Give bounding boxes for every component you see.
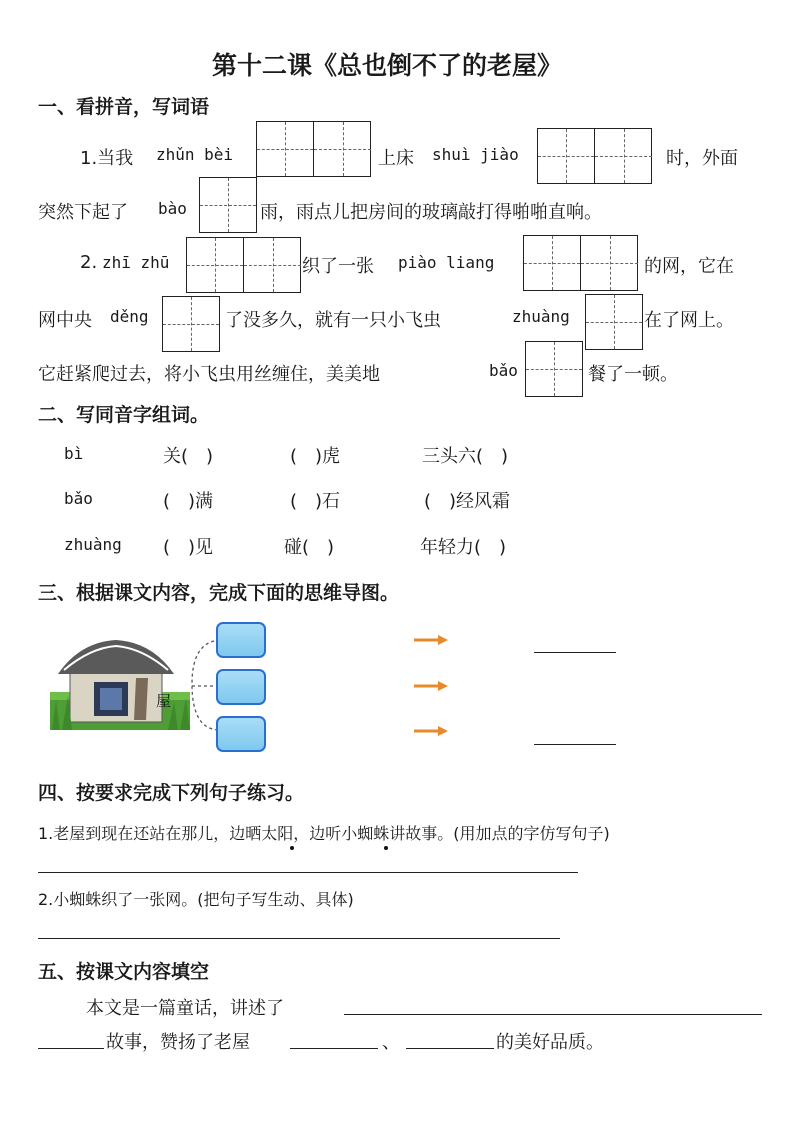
s4-answer-line-1[interactable]	[38, 872, 578, 873]
s2-row1-word2[interactable]: ( )虎	[290, 446, 341, 467]
s1-l1-text-b: 上床	[378, 148, 414, 169]
s1-pinyin-bao3: bǎo	[489, 361, 518, 380]
s1-l3-text-a: 2.	[80, 252, 98, 273]
s4-answer-line-2[interactable]	[38, 938, 560, 939]
s1-pinyin-bao: bào	[158, 199, 187, 218]
mindmap-answer-line-1[interactable]	[534, 652, 616, 653]
mindmap-answer-line-3[interactable]	[534, 744, 616, 745]
s2-row1-pinyin: bì	[64, 444, 84, 463]
s4-question-2: 2.小蜘蛛织了一张网。(把句子写生动、具体)	[38, 890, 354, 909]
s1-pinyin-zhunbei: zhǔn bèi	[156, 145, 234, 164]
s1-pinyin-shuijiao: shuì jiào	[432, 145, 519, 164]
s2-row2-word1[interactable]: ( )满	[163, 491, 214, 512]
arrow-right-icon	[414, 681, 448, 691]
tianzige-bao3[interactable]	[525, 341, 583, 397]
s1-pinyin-piaoliang: piào liang	[398, 253, 495, 272]
tianzige-shuijiao[interactable]	[537, 128, 652, 184]
s2-row3-word1[interactable]: ( )见	[163, 537, 214, 558]
s1-l5-text-b: 餐了一顿。	[588, 364, 678, 385]
s2-row2-word3[interactable]: ( )经风霜	[424, 491, 511, 512]
tianzige-deng[interactable]	[162, 296, 220, 352]
s1-l1-text-c: 时，外面	[666, 148, 738, 169]
s1-pinyin-deng: děng	[110, 307, 149, 326]
s4-question-1: 1.老屋到现在还站在那儿，边晒太阳，边听小蜘蛛讲故事。(用加点的字仿写句子)	[38, 824, 610, 843]
s5-line2-text-b: 、	[382, 1032, 400, 1053]
house-label: 屋	[156, 693, 172, 710]
s1-l3-text-b: 织了一张	[302, 256, 374, 277]
s1-l1-text-a: 1.当我	[80, 148, 134, 169]
s5-blank-story[interactable]	[344, 1014, 762, 1015]
s5-blank-quality-1[interactable]	[290, 1048, 378, 1049]
s1-l4-text-a: 网中央	[38, 310, 92, 331]
tianzige-zhunbei[interactable]	[256, 121, 371, 177]
tianzige-zhuang[interactable]	[585, 294, 643, 350]
s5-blank-quality-2[interactable]	[406, 1048, 494, 1049]
mindmap-box-2[interactable]	[216, 669, 266, 705]
mindmap-box-1[interactable]	[216, 622, 266, 658]
s2-row3-word2[interactable]: 碰( )	[284, 537, 335, 558]
s2-row2-pinyin: bǎo	[64, 489, 93, 508]
section-2-heading: 二、写同音字组词。	[38, 404, 210, 426]
arrow-right-icon	[414, 635, 448, 645]
emphasis-dot	[290, 846, 294, 850]
s2-row1-word1[interactable]: 关( )	[163, 446, 214, 467]
old-house-illustration	[50, 630, 190, 730]
s1-l5-text-a: 它赶紧爬过去，将小飞虫用丝缠住，美美地	[38, 364, 380, 385]
s2-row1-word3[interactable]: 三头六( )	[422, 446, 509, 467]
section-5-heading: 五、按课文内容填空	[38, 961, 210, 983]
mindmap-box-3[interactable]	[216, 716, 266, 752]
s2-row2-word2[interactable]: ( )石	[290, 491, 341, 512]
s5-line2-text-a: 故事，赞扬了老屋	[106, 1032, 250, 1053]
tianzige-zhizhu[interactable]	[186, 237, 301, 293]
s1-pinyin-zhizhu: zhī zhū	[102, 253, 170, 272]
tianzige-bao[interactable]	[199, 177, 257, 233]
s1-l4-text-c: 在了网上。	[644, 310, 734, 331]
arrow-right-icon	[414, 726, 448, 736]
section-4-heading: 四、按要求完成下列句子练习。	[38, 782, 305, 804]
s2-row3-word3[interactable]: 年轻力( )	[420, 537, 507, 558]
emphasis-dot	[384, 846, 388, 850]
s5-line1-text: 本文是一篇童话，讲述了	[86, 998, 284, 1019]
s1-l2-text-a: 突然下起了	[38, 202, 128, 223]
tianzige-piaoliang[interactable]	[523, 235, 638, 291]
s1-l4-text-b: 了没多久，就有一只小飞虫	[225, 310, 441, 331]
s1-l3-text-c: 的网，它在	[644, 256, 734, 277]
s5-blank-story-cont[interactable]	[38, 1048, 104, 1049]
s1-pinyin-zhuang: zhuàng	[512, 307, 570, 326]
section-3-heading: 三、根据课文内容，完成下面的思维导图。	[38, 582, 400, 604]
s1-l2-text-b: 雨，雨点儿把房间的玻璃敲打得啪啪直响。	[260, 202, 602, 223]
page-title: 第十二课《总也倒不了的老屋》	[212, 51, 563, 80]
section-1-heading: 一、看拼音，写词语	[38, 96, 210, 118]
s2-row3-pinyin: zhuàng	[64, 535, 122, 554]
s5-line2-text-c: 的美好品质。	[496, 1032, 604, 1053]
